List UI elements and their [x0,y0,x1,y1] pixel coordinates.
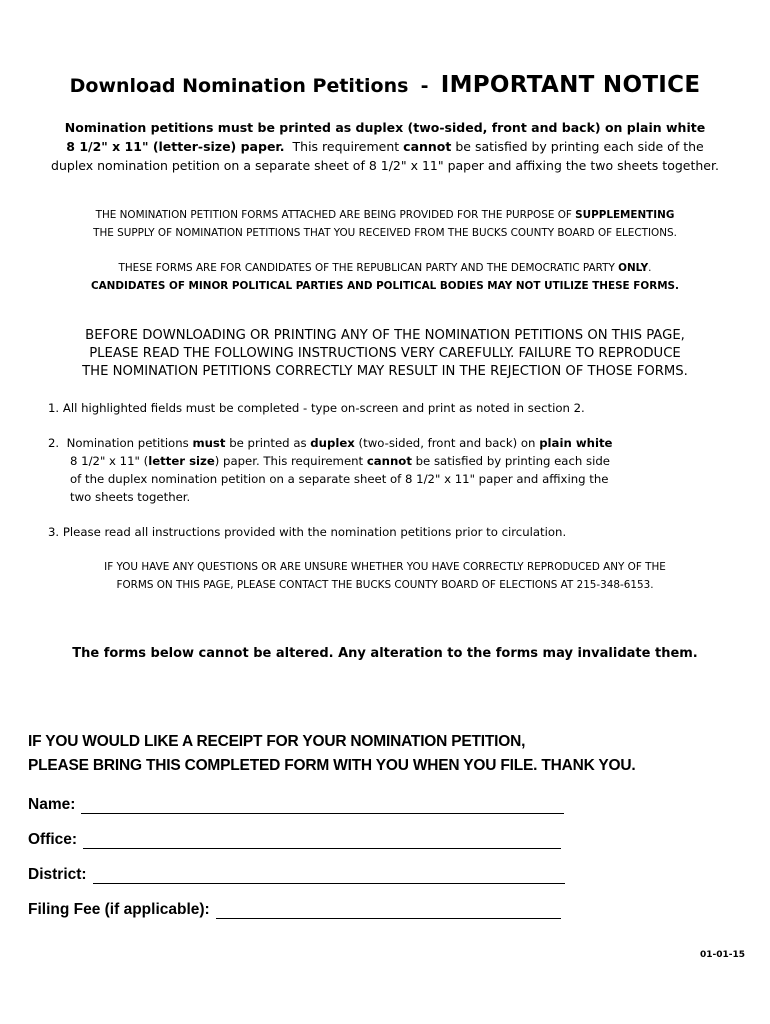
page-title [0,72,770,98]
title-text: Download Nomination Petitions [69,75,409,97]
important-notice: IMPORTANT NOTICE [440,72,701,98]
before-line-3: THE NOMINATION PETITIONS CORRECTLY MAY RESULT IN THE REJECTION OF THOSE FORMS. [82,364,688,379]
receipt-heading [28,730,636,778]
supplement-line-2: THE SUPPLY OF NOMINATION PETITIONS THAT YOU RECEIVED FROM THE BUCKS COUNTY BOARD OF ELECTIONS. [93,227,677,239]
instruction-item-1: 1. All highlighted fields must be completed - type on-screen and print as noted in section 2. [48,401,585,415]
parties-line-2: CANDIDATES OF MINOR POLITICAL PARTIES AND POLITICAL BODIES MAY NOT UTILIZE THESE FORMS. [91,280,679,292]
name-field [28,796,564,814]
instruction-item-2: 2. Nomination petitions must be printed as duplex (two-sided, front and back) on plain white 8 1/2" x 11" (letter size) paper. This requirement cannot be satisfied by printing each side of the duplex nomination petition on a separate sheet of 8 1/2" x 11" paper and affixing the two sheets together. [48,436,613,504]
filing-fee-label: Filing Fee (if applicable): [28,901,210,918]
parties-paragraph [20,259,750,295]
intro-paragraph [20,118,750,175]
supplement-line-1: THE NOMINATION PETITION FORMS ATTACHED ARE BEING PROVIDED FOR THE PURPOSE OF SUPPLEMENTING [95,209,675,221]
before-line-2: PLEASE READ THE FOLLOWING INSTRUCTIONS VERY CAREFULLY. FAILURE TO REPRODUCE [89,346,681,361]
alteration-warning: The forms below cannot be altered. Any alteration to the forms may invalidate them. [72,646,698,661]
intro-line-3: duplex nomination petition on a separate sheet of 8 1/2" x 11" paper and affixing the two sheets together. [51,158,719,173]
district-input-line[interactable] [93,869,565,884]
receipt-line-2: PLEASE BRING THIS COMPLETED FORM WITH YOU WHEN YOU FILE. THANK YOU. [28,757,636,774]
office-label: Office: [28,831,78,848]
intro-line-2: 8 1/2" x 11" (letter-size) paper. This requirement cannot be satisfied by printing each side of the [66,139,704,154]
receipt-line-1: IF YOU WOULD LIKE A RECEIPT FOR YOUR NOMINATION PETITION, [28,733,526,750]
title-separator: - [420,75,429,97]
name-label: Name: [28,796,76,813]
contact-paragraph [20,558,750,594]
office-field [28,831,561,849]
contact-line-1: IF YOU HAVE ANY QUESTIONS OR ARE UNSURE WHETHER YOU HAVE CORRECTLY REPRODUCED ANY OF THE [104,561,666,573]
name-input-line[interactable] [81,799,564,814]
form-code: 01-01-15 [700,950,746,960]
district-field [28,866,565,884]
office-input-line[interactable] [83,834,561,849]
before-downloading-paragraph [20,327,750,381]
instruction-item-3: 3. Please read all instructions provided with the nomination petitions prior to circulation. [48,525,567,539]
filing-fee-field [28,901,561,919]
filing-fee-input-line[interactable] [216,904,561,919]
supplement-paragraph [20,206,750,242]
district-label: District: [28,866,87,883]
before-line-1: BEFORE DOWNLOADING OR PRINTING ANY OF THE NOMINATION PETITIONS ON THIS PAGE, [85,328,685,343]
parties-line-1: THESE FORMS ARE FOR CANDIDATES OF THE REPUBLICAN PARTY AND THE DEMOCRATIC PARTY ONLY. [118,262,652,274]
contact-line-2: FORMS ON THIS PAGE, PLEASE CONTACT THE BUCKS COUNTY BOARD OF ELECTIONS AT 215-348-6153. [116,579,654,591]
intro-line-1: Nomination petitions must be printed as duplex (two-sided, front and back) on plain white [64,120,706,135]
